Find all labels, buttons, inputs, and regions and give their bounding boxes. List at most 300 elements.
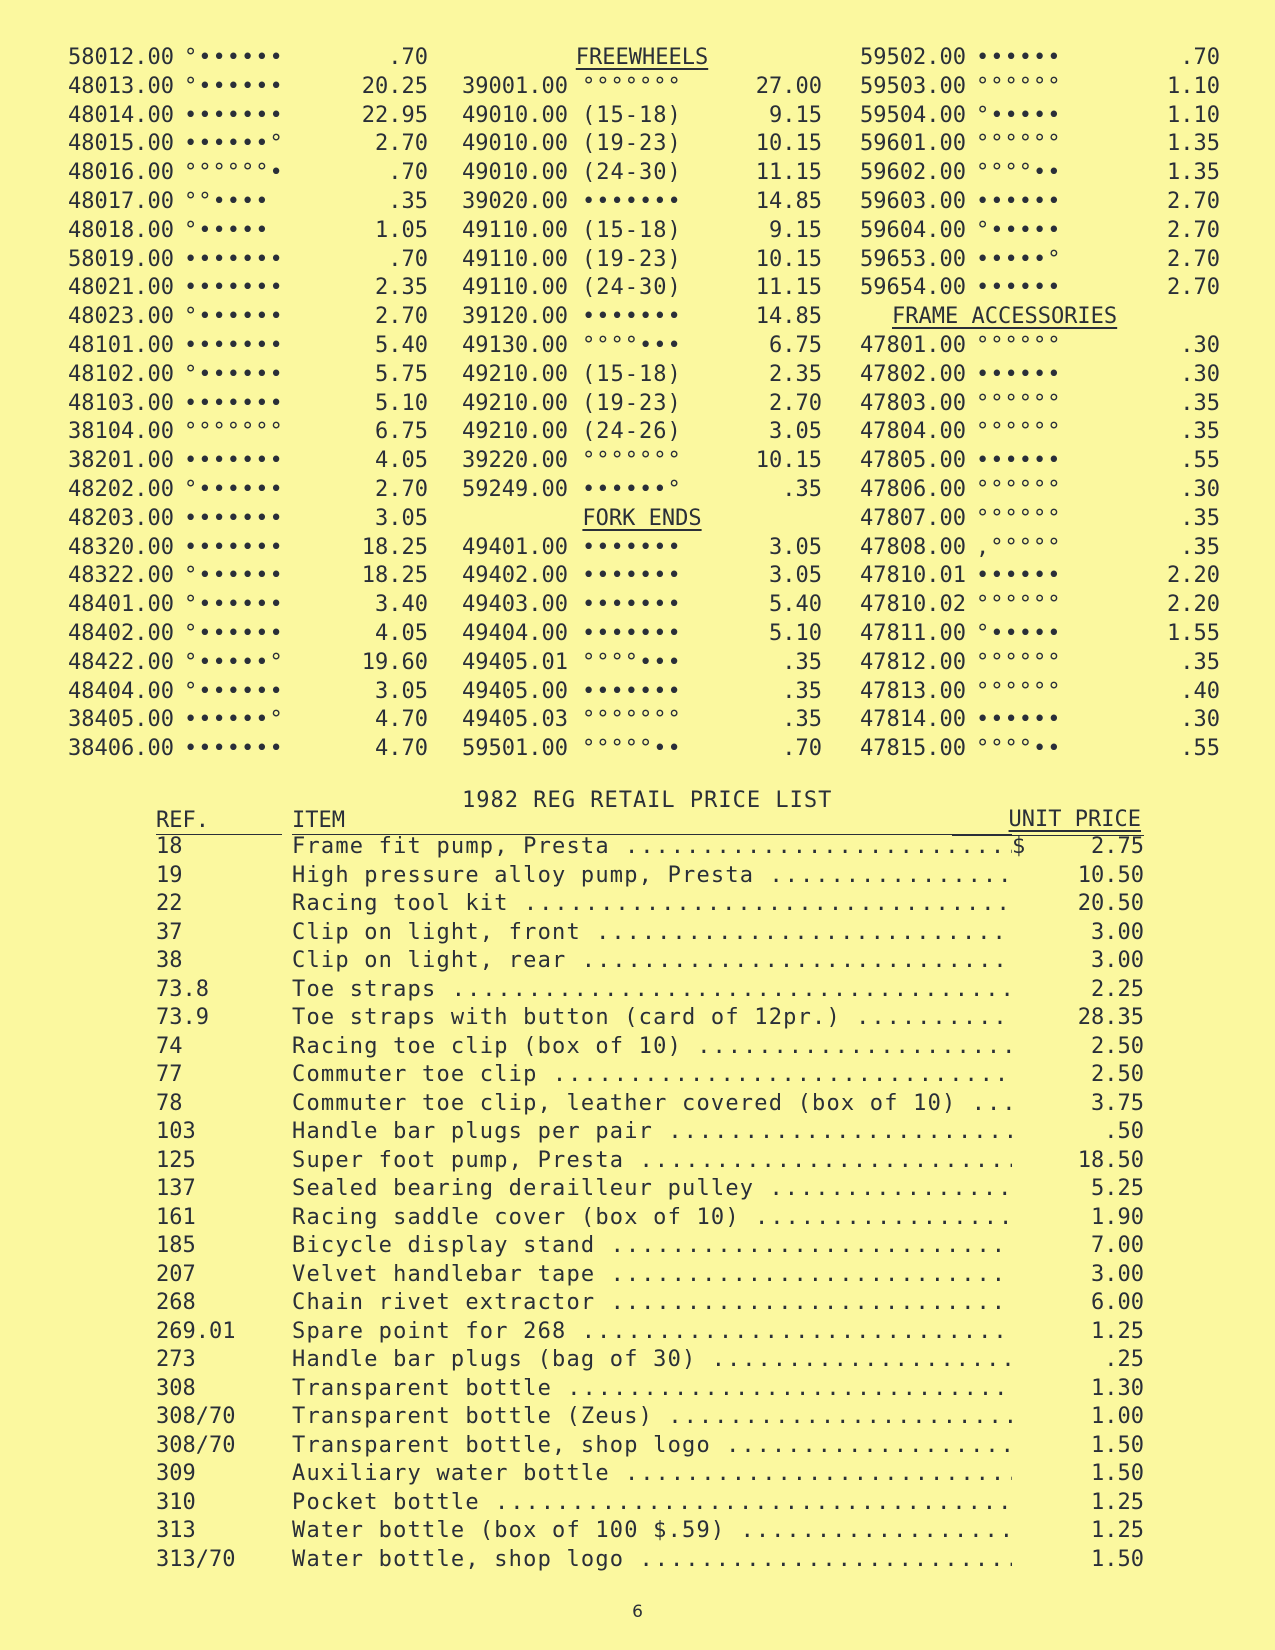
part-price: 3.05 — [769, 534, 822, 560]
part-number: 49010.00 — [462, 131, 568, 157]
part-range: ••••••• — [581, 563, 682, 589]
part-row — [68, 274, 428, 303]
item-cell: Spare point for 268 ..... — [292, 1318, 1012, 1347]
part-number: 49110.00 — [462, 246, 568, 272]
ref-cell: 125 — [156, 1147, 196, 1173]
part-range: (19-23) — [581, 246, 682, 272]
part-number: 59601.00 — [860, 131, 966, 157]
unit-price-cell: 1.90 — [1091, 1204, 1144, 1230]
ref-cell: 273 — [156, 1347, 196, 1372]
part-row — [462, 159, 822, 188]
part-row — [860, 274, 1220, 303]
dot-leader: °°°°°° — [975, 73, 1062, 99]
dot-leader: °°°°°° — [975, 390, 1062, 416]
part-price: 9.15 — [769, 102, 822, 128]
part-row — [860, 418, 1220, 447]
part-range: (15-18) — [581, 361, 682, 387]
part-number: 47807.00 — [860, 505, 966, 531]
unit-price-cell: 3.00 — [1091, 919, 1144, 945]
dot-leader: ••••••• — [183, 736, 284, 762]
part-price: 2.35 — [769, 361, 822, 387]
unit-price-column-header: UNIT PRICE — [1008, 807, 1141, 832]
item-cell: Chain rivet extractor ..... — [292, 1289, 1012, 1318]
part-price: 5.75 — [375, 361, 428, 387]
item-cell: Racing saddle cover (box of 10) ..... — [292, 1204, 1012, 1233]
part-number: 39001.00 — [462, 73, 568, 99]
ref-cell: 308/70 — [156, 1432, 236, 1458]
part-price: .55 — [1180, 736, 1220, 762]
dot-leader: ••••••• — [183, 102, 284, 128]
part-price: 1.05 — [375, 217, 428, 243]
unit-price-cell: 3.00 — [1091, 948, 1144, 973]
dot-leader: ••••••• — [183, 275, 284, 301]
part-price: .35 — [782, 476, 822, 502]
unit-price-cell: 28.35 — [1077, 1005, 1144, 1030]
item-cell: Commuter toe clip, leather covered (box of 10) ..... — [292, 1090, 1012, 1119]
part-price: 4.70 — [375, 707, 428, 733]
item-cell: Commuter toe clip ..... — [292, 1061, 1012, 1090]
part-row — [68, 562, 428, 591]
part-number: 49210.00 — [462, 390, 568, 416]
part-row — [68, 102, 428, 131]
part-number: 48103.00 — [68, 390, 174, 416]
table-row — [156, 1403, 1156, 1432]
part-price: 1.35 — [1167, 131, 1220, 157]
ref-cell: 309 — [156, 1461, 196, 1486]
part-price: .35 — [782, 649, 822, 675]
part-price: 6.75 — [769, 332, 822, 358]
dot-leader: °°°°°°° — [183, 419, 284, 445]
part-number: 48023.00 — [68, 304, 174, 330]
part-price: 11.15 — [755, 275, 822, 301]
part-price: 3.05 — [375, 505, 428, 531]
part-row — [860, 188, 1220, 217]
part-number: 49402.00 — [462, 563, 568, 589]
part-number: 59503.00 — [860, 73, 966, 99]
part-price: 10.15 — [755, 131, 822, 157]
part-row — [860, 735, 1220, 764]
part-price: .35 — [1180, 419, 1220, 445]
part-price: 2.70 — [1167, 246, 1220, 272]
part-price: .35 — [1180, 505, 1220, 531]
part-price: 3.40 — [375, 592, 428, 618]
part-row — [860, 332, 1220, 361]
unit-price-cell: 1.50 — [1091, 1461, 1144, 1486]
part-number: 59654.00 — [860, 275, 966, 301]
dot-leader: •••••• — [975, 707, 1062, 733]
item-cell: Transparent bottle ..... — [292, 1375, 1012, 1404]
part-price: .70 — [782, 736, 822, 762]
part-row — [68, 73, 428, 102]
part-row — [860, 390, 1220, 419]
dot-leader: °•••••• — [183, 476, 284, 502]
part-number: 47812.00 — [860, 649, 966, 675]
table-row — [156, 890, 1156, 919]
dot-leader: °•••••• — [183, 73, 284, 99]
dot-leader: ••••••• — [183, 534, 284, 560]
part-price: .35 — [782, 678, 822, 704]
part-number: 48202.00 — [68, 476, 174, 502]
part-price: 3.05 — [375, 678, 428, 704]
part-price: 10.15 — [755, 448, 822, 474]
table-row — [156, 919, 1156, 948]
part-price: 2.70 — [1167, 275, 1220, 301]
dot-leader: °•••••• — [183, 678, 284, 704]
part-number: 49210.00 — [462, 419, 568, 445]
unit-price-cell: 10.50 — [1077, 862, 1144, 888]
part-row — [68, 246, 428, 275]
part-number: 48401.00 — [68, 592, 174, 618]
table-row — [156, 862, 1156, 891]
part-row — [860, 159, 1220, 188]
part-price: .55 — [1180, 448, 1220, 474]
part-row — [462, 620, 822, 649]
part-row — [462, 534, 822, 563]
part-range: ••••••• — [581, 592, 682, 618]
ref-cell: 269.01 — [156, 1318, 236, 1344]
part-price: 2.35 — [375, 275, 428, 301]
part-range: °°°°°°° — [581, 448, 682, 474]
part-price: 19.60 — [361, 649, 428, 675]
part-number: 48203.00 — [68, 505, 174, 531]
part-number: 49405.00 — [462, 678, 568, 704]
part-number: 49405.03 — [462, 707, 568, 733]
part-number: 49403.00 — [462, 592, 568, 618]
part-range: (24-30) — [581, 160, 682, 186]
part-number: 48101.00 — [68, 332, 174, 358]
item-cell: Sealed bearing derailleur pulley ..... — [292, 1175, 1012, 1204]
dot-leader: °••••• — [975, 217, 1062, 243]
part-number: 47810.02 — [860, 592, 966, 618]
part-price: 6.75 — [375, 419, 428, 445]
ref-cell: 310 — [156, 1489, 196, 1515]
part-number: 39120.00 — [462, 304, 568, 330]
part-number: 48014.00 — [68, 102, 174, 128]
part-number: 59602.00 — [860, 160, 966, 186]
dot-leader: °••••• — [975, 102, 1062, 128]
table-row — [156, 1375, 1156, 1404]
dot-leader: °••••• — [183, 217, 270, 243]
table-row — [156, 1489, 1156, 1518]
frame-accessories-heading: FRAME ACCESSORIES — [892, 304, 1118, 330]
item-cell: Toe straps with button (card of 12pr.) ..... — [292, 1004, 1012, 1033]
dot-leader: •••••• — [975, 45, 1062, 70]
part-price: 9.15 — [769, 217, 822, 243]
part-row — [860, 246, 1220, 275]
part-range: °°°°°°° — [581, 707, 682, 733]
part-row — [68, 130, 428, 159]
part-row — [860, 44, 1220, 73]
part-number: 48402.00 — [68, 620, 174, 646]
ref-column-header: REF. — [156, 806, 282, 835]
part-row — [462, 274, 822, 303]
ref-cell: 161 — [156, 1204, 196, 1230]
part-number: 38406.00 — [68, 736, 174, 762]
part-row — [68, 735, 428, 764]
item-cell: Super foot pump, Presta ..... — [292, 1147, 1012, 1176]
part-price: .30 — [1180, 332, 1220, 358]
part-number: 48015.00 — [68, 131, 174, 157]
part-price: 2.70 — [1167, 188, 1220, 214]
currency-symbol: $ — [1012, 834, 1026, 859]
part-price: 14.85 — [755, 188, 822, 214]
dot-leader: ••••••• — [183, 448, 284, 474]
dot-leader: •••••• — [975, 563, 1062, 589]
item-cell: Clip on light, front ..... — [292, 919, 1012, 948]
item-cell: Clip on light, rear ..... — [292, 947, 1012, 976]
part-number: 59603.00 — [860, 188, 966, 214]
dot-leader: °°°°•• — [975, 736, 1062, 762]
unit-price-cell: 1.25 — [1091, 1518, 1144, 1543]
part-row — [68, 217, 428, 246]
unit-price-cell: 1.50 — [1091, 1432, 1144, 1458]
unit-price-cell: 18.50 — [1077, 1147, 1144, 1173]
part-row — [462, 706, 822, 735]
price-list-title: 1982 REG RETAIL PRICE LIST — [462, 788, 833, 813]
ref-cell: 313 — [156, 1518, 196, 1543]
part-number: 47808.00 — [860, 534, 966, 560]
part-row — [68, 534, 428, 563]
item-column-header: ITEM — [292, 806, 1012, 835]
dot-leader: °°°°°° — [975, 476, 1062, 502]
part-price: 5.10 — [769, 620, 822, 646]
table-row — [156, 1175, 1156, 1204]
part-number: 49401.00 — [462, 534, 568, 560]
part-price: .35 — [1180, 390, 1220, 416]
item-cell: High pressure alloy pump, Presta ..... — [292, 862, 1012, 891]
part-number: 59249.00 — [462, 476, 568, 502]
item-cell: Racing tool kit ..... — [292, 890, 1012, 919]
part-number: 38104.00 — [68, 419, 174, 445]
part-row — [462, 217, 822, 246]
item-cell: Handle bar plugs (bag of 30) ..... — [292, 1346, 1012, 1375]
table-row — [156, 1546, 1156, 1575]
part-price: 2.70 — [1167, 217, 1220, 243]
freewheels-heading: FREEWHEELS — [575, 45, 709, 70]
price-list-header — [156, 806, 1156, 836]
ref-cell: 74 — [156, 1033, 183, 1059]
part-price: .70 — [388, 45, 428, 70]
part-number: 49010.00 — [462, 160, 568, 186]
dot-leader: ••••••• — [183, 246, 284, 272]
ref-cell: 19 — [156, 862, 183, 888]
table-row — [156, 1061, 1156, 1090]
part-price: 11.15 — [755, 160, 822, 186]
ref-cell: 77 — [156, 1062, 183, 1087]
part-row — [462, 303, 822, 332]
item-cell: Frame fit pump, Presta ..... — [292, 833, 1012, 862]
table-row — [156, 1432, 1156, 1461]
part-number: 49110.00 — [462, 217, 568, 243]
part-price: 22.95 — [361, 102, 428, 128]
part-price: 4.05 — [375, 448, 428, 474]
part-row — [68, 649, 428, 678]
part-range: (24-30) — [581, 275, 682, 301]
part-row — [462, 418, 822, 447]
part-row — [860, 361, 1220, 390]
part-row — [860, 130, 1220, 159]
part-range: ••••••• — [581, 304, 682, 330]
part-range: (24-26) — [581, 419, 682, 445]
part-price: .70 — [1180, 45, 1220, 70]
part-row — [462, 73, 822, 102]
ref-cell: 268 — [156, 1290, 196, 1315]
page-number: 6 — [632, 1602, 643, 1622]
part-range: °°°°°•• — [581, 736, 682, 762]
part-row — [68, 418, 428, 447]
part-row — [860, 447, 1220, 476]
unit-price-cell: 7.00 — [1091, 1233, 1144, 1258]
part-price: 4.05 — [375, 620, 428, 646]
part-row — [860, 505, 1220, 534]
item-cell: Transparent bottle, shop logo ..... — [292, 1432, 1012, 1461]
part-price: 2.70 — [375, 304, 428, 330]
unit-price-cell: 1.50 — [1091, 1546, 1144, 1572]
dot-leader: •••••• — [975, 361, 1062, 387]
part-number: 47803.00 — [860, 390, 966, 416]
unit-price-cell: 3.75 — [1091, 1090, 1144, 1116]
dot-leader: •••••° — [975, 246, 1062, 272]
ref-cell: 73.9 — [156, 1005, 209, 1030]
table-row — [156, 1204, 1156, 1233]
dot-leader: °°•••• — [183, 188, 270, 214]
table-row — [156, 1261, 1156, 1290]
fork-ends-heading: FORK ENDS — [582, 505, 702, 531]
item-cell: Water bottle, shop logo ..... — [292, 1546, 1012, 1575]
part-row — [462, 188, 822, 217]
table-row — [156, 1517, 1156, 1546]
item-cell: Pocket bottle ..... — [292, 1489, 1012, 1518]
part-price: 4.70 — [375, 736, 428, 762]
unit-price-cell: 2.50 — [1091, 1062, 1144, 1087]
part-price: 2.20 — [1167, 563, 1220, 589]
table-row — [156, 1004, 1156, 1033]
part-number: 59502.00 — [860, 45, 966, 70]
part-row — [68, 591, 428, 620]
part-number: 48013.00 — [68, 73, 174, 99]
part-row — [462, 476, 822, 505]
dot-leader: °••••• — [975, 620, 1062, 646]
part-number: 38201.00 — [68, 448, 174, 474]
part-row — [462, 678, 822, 707]
part-price: 3.05 — [769, 419, 822, 445]
part-number: 47806.00 — [860, 476, 966, 502]
part-row — [462, 562, 822, 591]
part-row — [860, 534, 1220, 563]
unit-price-cell: 1.00 — [1091, 1404, 1144, 1429]
part-number: 39220.00 — [462, 448, 568, 474]
table-row — [156, 1460, 1156, 1489]
part-row — [68, 303, 428, 332]
part-price: .35 — [1180, 534, 1220, 560]
part-number: 58019.00 — [68, 246, 174, 272]
ref-cell: 37 — [156, 919, 183, 945]
part-row — [462, 735, 822, 764]
part-number: 47804.00 — [860, 419, 966, 445]
dot-leader: •••••• — [975, 188, 1062, 214]
part-price: .40 — [1180, 678, 1220, 704]
ref-cell: 73.8 — [156, 976, 209, 1002]
dot-leader: °°°°°° — [975, 131, 1062, 157]
part-number: 47814.00 — [860, 707, 966, 733]
part-number: 59653.00 — [860, 246, 966, 272]
unit-price-cell: 2.25 — [1091, 976, 1144, 1002]
part-number: 59604.00 — [860, 217, 966, 243]
unit-price-cell: 2.75 — [1091, 834, 1144, 859]
part-number: 59501.00 — [462, 736, 568, 762]
part-row — [860, 562, 1220, 591]
part-price: 18.25 — [361, 563, 428, 589]
part-range: °°°°°°° — [581, 73, 682, 99]
part-price: 2.70 — [375, 476, 428, 502]
dot-leader: •••••• — [975, 275, 1062, 301]
part-number: 47811.00 — [860, 620, 966, 646]
part-number: 47805.00 — [860, 448, 966, 474]
part-row — [860, 217, 1220, 246]
part-row — [68, 390, 428, 419]
dot-leader: ••••••° — [183, 131, 284, 157]
part-number: 48102.00 — [68, 361, 174, 387]
unit-price-cell: 20.50 — [1077, 891, 1144, 916]
dot-leader: °°°°°° — [975, 419, 1062, 445]
part-row — [462, 102, 822, 131]
part-number: 49110.00 — [462, 275, 568, 301]
part-range: (19-23) — [581, 131, 682, 157]
table-row — [156, 833, 1156, 862]
part-price: .30 — [1180, 707, 1220, 733]
part-number: 47810.01 — [860, 563, 966, 589]
item-cell: Water bottle (box of 100 $.59) ..... — [292, 1517, 1012, 1546]
part-number: 38405.00 — [68, 707, 174, 733]
part-row — [68, 706, 428, 735]
item-cell: Auxiliary water bottle ..... — [292, 1460, 1012, 1489]
part-row — [68, 678, 428, 707]
part-row — [462, 390, 822, 419]
dot-leader: °°°°°° — [975, 649, 1062, 675]
part-row — [462, 246, 822, 275]
dot-leader: °°°°°°• — [183, 160, 284, 186]
ref-cell: 185 — [156, 1233, 196, 1258]
item-cell: Toe straps ..... — [292, 976, 1012, 1005]
part-price: 2.70 — [769, 390, 822, 416]
dot-leader: °•••••• — [183, 620, 284, 646]
parts-column-c — [860, 44, 1220, 764]
parts-column-b — [462, 44, 822, 764]
part-range: °°°°••• — [581, 332, 682, 358]
dot-leader: °•••••• — [183, 45, 284, 70]
dot-leader: ••••••• — [183, 390, 284, 416]
part-price: 2.20 — [1167, 592, 1220, 618]
part-number: 49404.00 — [462, 620, 568, 646]
part-price: 5.40 — [769, 592, 822, 618]
table-row — [156, 1289, 1156, 1318]
table-row — [156, 1147, 1156, 1176]
dot-leader: °°°°°° — [975, 592, 1062, 618]
part-number: 39020.00 — [462, 188, 568, 214]
part-price: .30 — [1180, 476, 1220, 502]
part-range: (19-23) — [581, 390, 682, 416]
unit-price-cell: 1.25 — [1091, 1489, 1144, 1515]
parts-column-a — [68, 44, 428, 764]
part-price: .30 — [1180, 361, 1220, 387]
part-row — [68, 159, 428, 188]
part-range: ••••••• — [581, 620, 682, 646]
part-row — [462, 649, 822, 678]
part-price: .70 — [388, 160, 428, 186]
ref-cell: 308 — [156, 1375, 196, 1401]
part-number: 48322.00 — [68, 563, 174, 589]
part-number: 48017.00 — [68, 188, 174, 214]
